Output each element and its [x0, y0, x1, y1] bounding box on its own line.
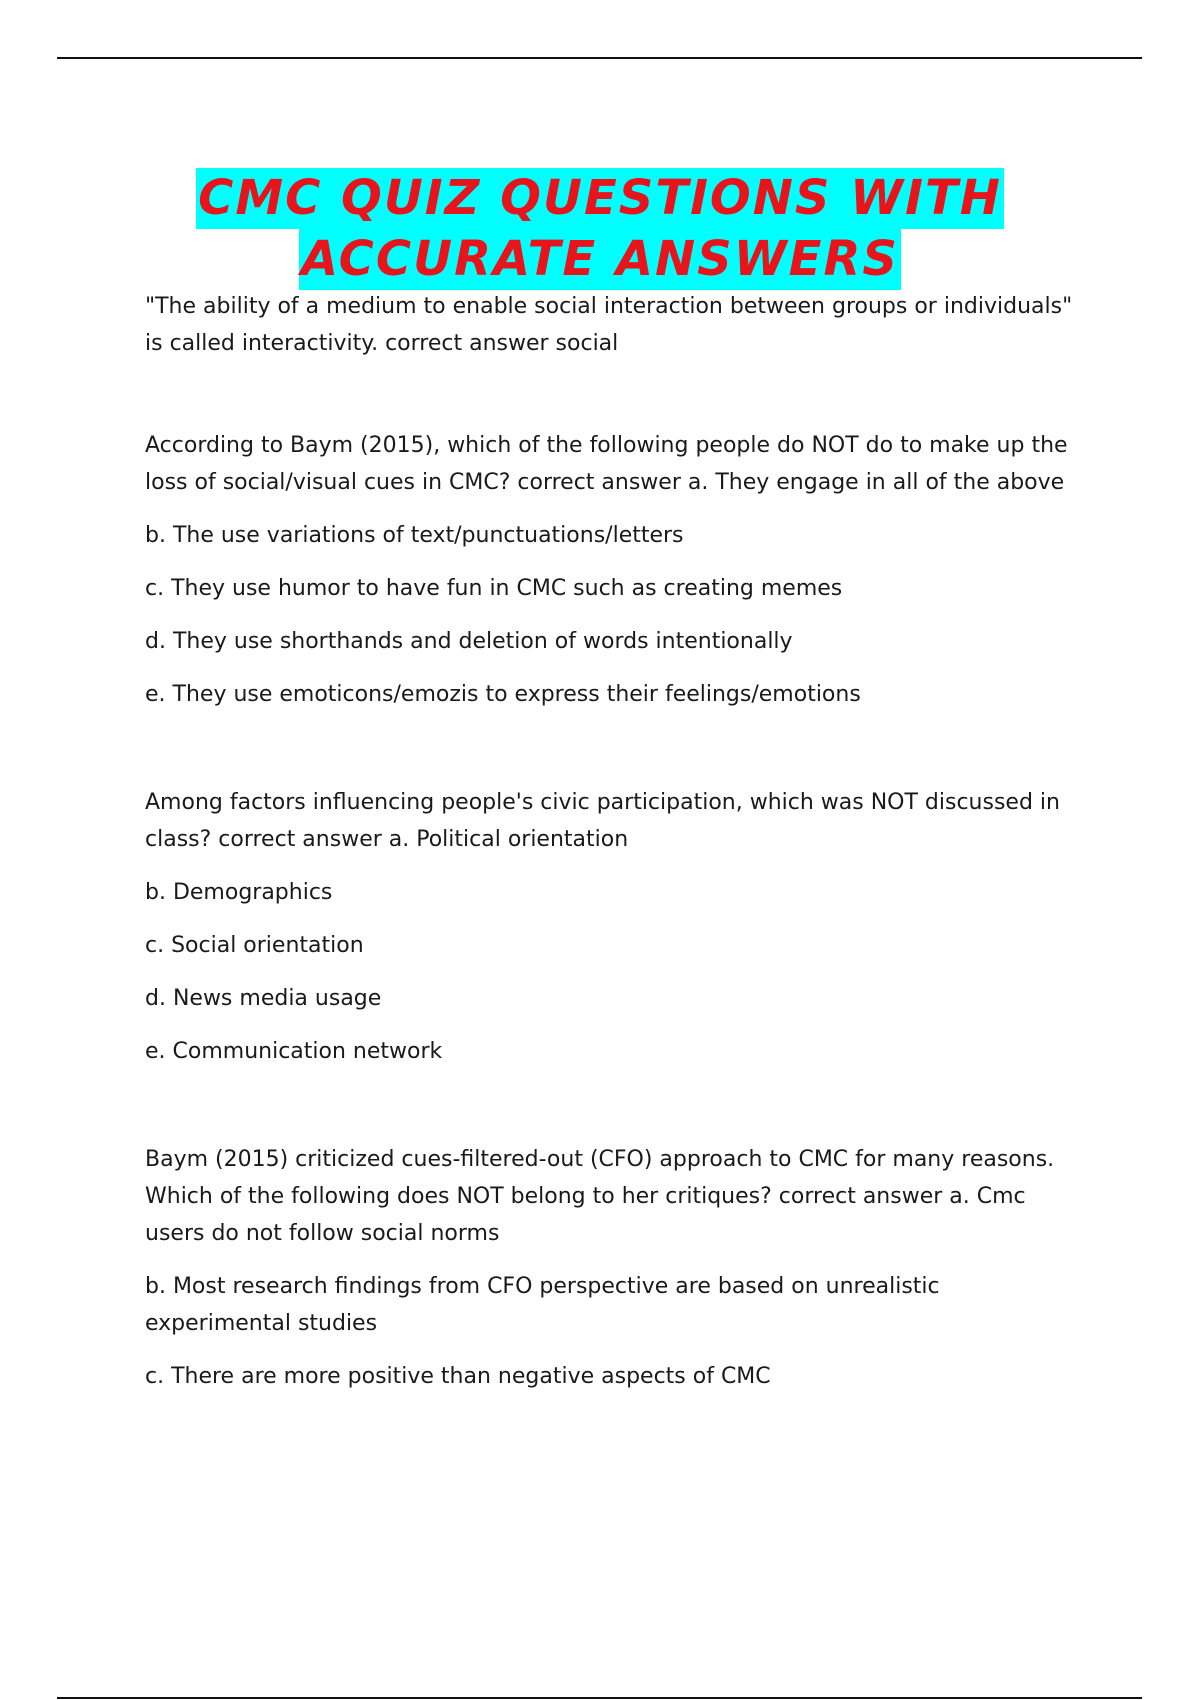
question-3-option-c: c. Social orientation — [145, 933, 364, 958]
question-4-option-b: b. Most research findings from CFO perspective are based on unrealistic experimental studies — [145, 1274, 940, 1336]
question-spacer — [145, 729, 1090, 784]
title-line-1: CMC QUIZ QUESTIONS WITH — [196, 168, 1004, 229]
document-title — [0, 168, 1200, 290]
question-3-option-d: d. News media usage — [145, 986, 382, 1011]
question-3-option-e: e. Communication network — [145, 1039, 443, 1064]
question-4-option-c: c. There are more positive than negative aspects of CMC — [145, 1364, 771, 1389]
question-1: "The ability of a medium to enable social interaction between groups or individuals" is called interactivity. correct answer social — [145, 294, 1073, 356]
question-3: Among factors influencing people's civic participation, which was NOT discussed in class? correct answer a. Political orientation — [145, 790, 1060, 852]
title-line-2: ACCURATE ANSWERS — [299, 229, 901, 290]
question-spacer — [145, 378, 1090, 427]
question-4: Baym (2015) criticized cues-filtered-out (CFO) approach to CMC for many reasons. Which of the following does NOT belong to her critiques? correct answer a. Cmc users do not follow social norms — [145, 1147, 1055, 1246]
bottom-rule — [57, 1697, 1142, 1699]
question-2-option-d: d. They use shorthands and deletion of words intentionally — [145, 629, 793, 654]
question-2-option-e: e. They use emoticons/emozis to express their feelings/emotions — [145, 682, 861, 707]
question-spacer — [145, 1086, 1090, 1141]
top-rule — [57, 57, 1142, 59]
question-2-option-b: b. The use variations of text/punctuations/letters — [145, 523, 684, 548]
document-body — [145, 288, 1090, 1411]
question-2: According to Baym (2015), which of the following people do NOT do to make up the loss of social/visual cues in CMC? correct answer a. They engage in all of the above — [145, 433, 1068, 495]
question-2-option-c: c. They use humor to have fun in CMC such as creating memes — [145, 576, 843, 601]
question-3-option-b: b. Demographics — [145, 880, 333, 905]
